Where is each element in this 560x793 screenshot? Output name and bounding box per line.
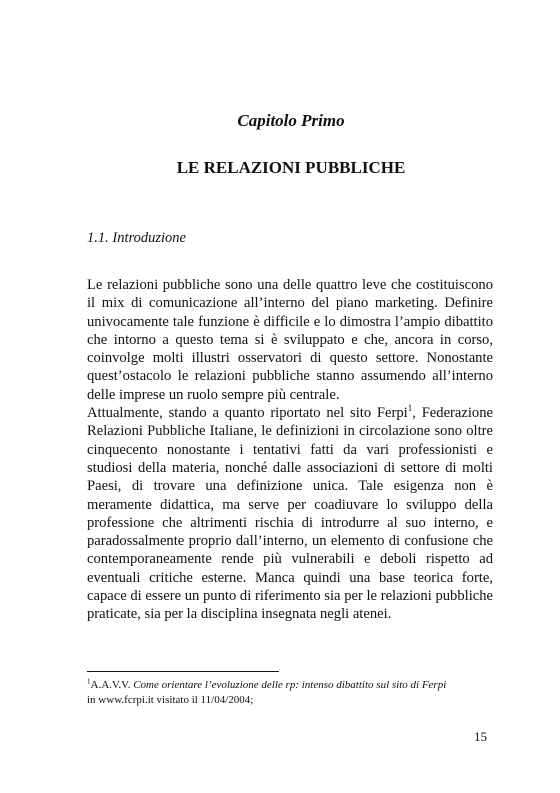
- paragraph-2: [87, 404, 493, 624]
- footnote-number: 1: [87, 677, 91, 686]
- body-text: [87, 276, 493, 624]
- section-heading: 1.1. Introduzione: [87, 230, 186, 246]
- footnote: [87, 678, 507, 708]
- footnote-author: A.A.V.V.: [90, 679, 131, 691]
- chapter-label: Capitolo Primo: [237, 111, 345, 130]
- paragraph-2-rest: , Federazione Relazioni Pubbliche Italiane, le definizioni in circolazione sono oltre cinquecento nonostante i tentativi fatti da vari professionisti e studiosi della materia, nonché dalle associazioni di settore di molti Paesi, di trovare una definizione unica. Tale esigenza non è meramente didattica, ma serve per coadiuvare lo sviluppo della professione che altrimenti rischia di introdurre al suo interno, e paradossalmente proprio dall’interno, un elemento di confusione che contemporaneamente rende più vulnerabili e deboli rispetto ad eventuali critiche esterne. Manca quindi una base teorica forte, capace di essere un punto di riferimento sia per le relazioni pubbliche praticate, sia per la disciplina insegnata negli atenei.: [87, 405, 494, 623]
- paragraph-2-start: Attualmente, stando a quanto riportato nel sito Ferpi: [87, 405, 408, 422]
- footnote-source: in www.fcrpi.it visitato il 11/04/2004;: [87, 694, 254, 706]
- footnote-reference: 1: [407, 403, 413, 414]
- paragraph-1: Le relazioni pubbliche sono una delle quattro leve che costituiscono il mix di comunicazione all’interno del piano marketing. Definire univocamente tale funzione è difficile e lo dimostra l’ampio dibattito che intorno a questo tema si è sviluppato e che, ancora in corso, coinvolge molti illustri osservatori di questo settore. Nonostante quest’ostacolo le relazioni pubbliche stanno assumendo all’interno delle imprese un ruolo sempre più centrale.: [87, 277, 493, 403]
- footnote-divider: [87, 671, 279, 672]
- footnote-title: Come orientare l’evoluzione delle rp: intenso dibattito sul sito di Ferpi: [133, 679, 447, 691]
- page-number: 15: [474, 729, 487, 744]
- chapter-title: LE RELAZIONI PUBBLICHE: [176, 158, 406, 177]
